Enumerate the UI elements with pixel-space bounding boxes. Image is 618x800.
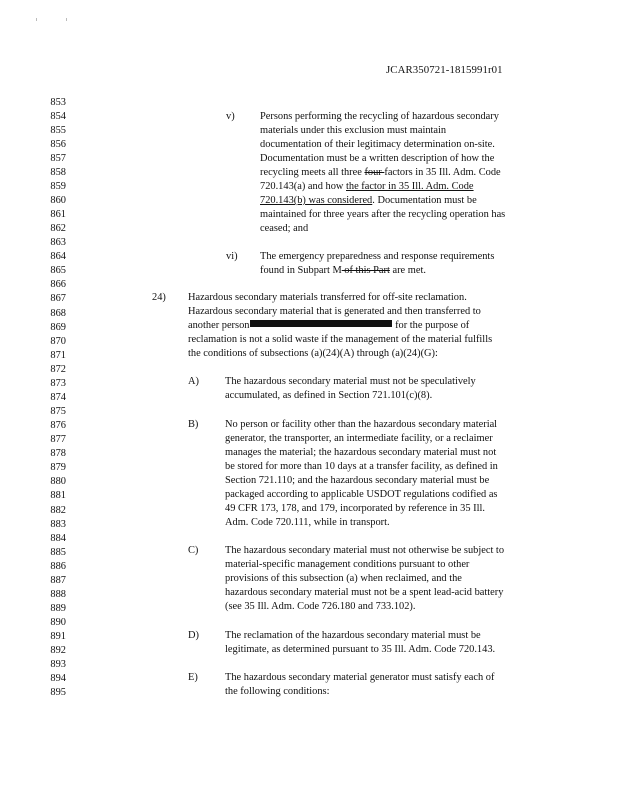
line-number: 877 xyxy=(50,434,66,446)
document-id: JCAR350721-1815991r01 xyxy=(386,64,503,76)
item-v-line-8: maintained for three years after the recycling operation has xyxy=(260,209,506,220)
scan-mark xyxy=(36,18,37,21)
line-number: 893 xyxy=(50,659,66,671)
line-number: 858 xyxy=(50,166,66,178)
line-number: 891 xyxy=(50,631,66,643)
line-number: 854 xyxy=(50,110,66,122)
line-number: 888 xyxy=(50,588,66,600)
item-d-label: D) xyxy=(188,630,199,641)
line-number: 874 xyxy=(50,391,66,403)
item-v-line-9: ceased; and xyxy=(260,223,309,234)
item-c-label: C) xyxy=(188,545,199,556)
item-e-label: E) xyxy=(188,672,198,683)
item-d-line-2: legitimate, as determined pursuant to 35 Ill. Adm. Code 720.143. xyxy=(225,644,496,655)
item-vi-label: vi) xyxy=(226,251,238,262)
item-v-line-7: 720.143(b) was considered. Documentation must be xyxy=(260,195,477,206)
item-b-line-3: manages the material; the hazardous secondary material must not xyxy=(225,447,497,458)
line-number: 876 xyxy=(50,420,66,432)
deleted-text: of this Part xyxy=(341,265,390,276)
line-number: 884 xyxy=(50,532,66,544)
item-vi-line-2: found in Subpart M of this Part are met. xyxy=(260,265,426,276)
line-number: 885 xyxy=(50,546,66,558)
item-24-line-3: another person for the purpose of xyxy=(188,320,470,331)
item-24-line-4: reclamation is not a solid waste if the management of the material fulfills xyxy=(188,334,493,345)
line-number: 871 xyxy=(50,349,66,361)
line-number: 894 xyxy=(50,673,66,685)
item-b-label: B) xyxy=(188,419,199,430)
item-v-line-4: Documentation must be a written description of how the xyxy=(260,153,495,164)
line-number: 886 xyxy=(50,560,66,572)
inserted-text: the factor in 35 Ill. Adm. Code xyxy=(346,181,474,192)
line-number: 857 xyxy=(50,152,66,164)
item-b-line-8: Adm. Code 720.111, while in transport. xyxy=(225,517,390,528)
line-number: 883 xyxy=(50,518,66,530)
item-24-label: 24) xyxy=(152,292,166,303)
item-c-line-4: hazardous secondary material must not be a spent lead-acid battery xyxy=(225,587,504,598)
item-24-line-5: the conditions of subsections (a)(24)(A) through (a)(24)(G): xyxy=(188,348,438,359)
line-number: 872 xyxy=(50,363,66,375)
line-number: 864 xyxy=(50,251,66,263)
item-v-line-1: Persons performing the recycling of hazardous secondary xyxy=(260,111,499,122)
item-v-line-3: documentation of their legitimacy determination on-site. xyxy=(260,139,495,150)
item-v-label: v) xyxy=(226,111,235,122)
line-number: 878 xyxy=(50,448,66,460)
line-number: 855 xyxy=(50,124,66,136)
line-number: 895 xyxy=(50,687,66,699)
line-number: 860 xyxy=(50,194,66,206)
item-b-line-6: packaged according to applicable USDOT regulations codified as xyxy=(225,489,498,500)
line-number: 870 xyxy=(50,335,66,347)
item-c-line-1: The hazardous secondary material must not otherwise be subject to xyxy=(225,545,505,556)
line-number: 862 xyxy=(50,223,66,235)
item-a-line-1: The hazardous secondary material must not be speculatively xyxy=(225,376,476,387)
item-a-line-2: accumulated, as defined in Section 721.101(c)(8). xyxy=(225,390,433,401)
item-b-line-5: Section 721.110; and the hazardous secondary material must be xyxy=(225,475,490,486)
item-v-line-2: materials under this exclusion must maintain xyxy=(260,125,447,136)
item-c-line-5: (see 35 Ill. Adm. Code 726.180 and 733.102). xyxy=(225,601,416,612)
line-number: 875 xyxy=(50,406,66,418)
line-number: 861 xyxy=(50,209,66,221)
line-number: 853 xyxy=(50,96,66,108)
line-number: 879 xyxy=(50,462,66,474)
line-number: 866 xyxy=(50,279,66,291)
item-b-line-1: No person or facility other than the hazardous secondary material xyxy=(225,419,498,430)
deleted-text: four xyxy=(364,167,385,178)
item-e-line-1: The hazardous secondary material generator must satisfy each of xyxy=(225,672,495,683)
line-number: 869 xyxy=(50,321,66,333)
item-d-line-1: The reclamation of the hazardous secondary material must be xyxy=(225,630,481,641)
item-c-line-3: provisions of this subsection (a) when reclaimed, and the xyxy=(225,573,462,584)
item-24-line-1: Hazardous secondary materials transferred for off-site reclamation. xyxy=(188,292,467,303)
item-a-label: A) xyxy=(188,376,199,387)
item-c-line-2: material-specific management conditions pursuant to other xyxy=(225,559,470,570)
line-number: 873 xyxy=(50,377,66,389)
line-number: 881 xyxy=(50,490,66,502)
line-number: 880 xyxy=(50,476,66,488)
line-number: 865 xyxy=(50,265,66,277)
scan-mark xyxy=(66,18,67,21)
line-number: 889 xyxy=(50,603,66,615)
redaction-bar xyxy=(250,320,392,327)
line-number: 890 xyxy=(50,617,66,629)
item-e-line-2: the following conditions: xyxy=(225,686,330,697)
line-number: 892 xyxy=(50,645,66,657)
item-v-line-5: recycling meets all three four factors in 35 Ill. Adm. Code xyxy=(260,167,501,178)
item-24-line-2: Hazardous secondary material that is generated and then transferred to xyxy=(188,306,481,317)
line-number: 882 xyxy=(50,504,66,516)
item-b-line-2: generator, the transporter, an intermediate facility, or a reclaimer xyxy=(225,433,493,444)
line-number: 867 xyxy=(50,293,66,305)
line-number: 863 xyxy=(50,237,66,249)
line-number: 887 xyxy=(50,574,66,586)
item-b-line-7: 49 CFR 173, 178, and 179, incorporated by reference in 35 Ill. xyxy=(225,503,485,514)
line-number: 868 xyxy=(50,307,66,319)
inserted-text: 720.143(b) was considered xyxy=(260,195,373,206)
line-number: 856 xyxy=(50,138,66,150)
item-b-line-4: be stored for more than 10 days at a transfer facility, as defined in xyxy=(225,461,498,472)
item-vi-line-1: The emergency preparedness and response requirements xyxy=(260,251,495,262)
line-number: 859 xyxy=(50,180,66,192)
item-v-line-6: 720.143(a) and how the factor in 35 Ill. Adm. Code xyxy=(260,181,474,192)
